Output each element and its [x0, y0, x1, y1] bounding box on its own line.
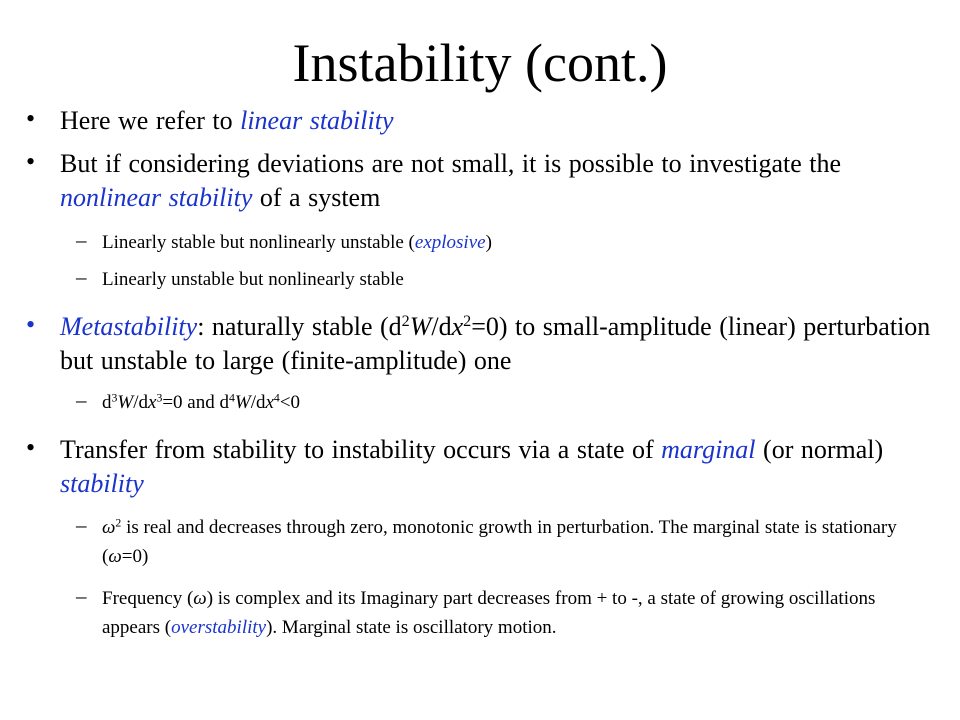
bullet-icon: •: [26, 147, 36, 176]
bullet-text: [60, 310, 940, 378]
emphasis-term: nonlinear stability: [60, 183, 253, 212]
text-run: But if considering deviations are not small, it is possible to investigate the: [60, 149, 842, 178]
text-run: /d: [133, 392, 148, 413]
text-run: (or normal): [755, 435, 884, 464]
math-variable: W: [409, 312, 432, 341]
emphasis-term: stability: [60, 469, 144, 498]
sub-item-text: [102, 388, 922, 417]
bullet-text: [60, 433, 940, 501]
text-run: ): [485, 232, 492, 253]
math-variable: W: [117, 392, 134, 413]
superscript: 4: [273, 391, 280, 405]
text-run: Frequency (: [102, 588, 194, 609]
text-run: =0 and d: [162, 392, 229, 413]
dash-icon: –: [76, 584, 87, 608]
emphasis-term: linear stability: [240, 106, 394, 135]
sub-item-text: [102, 513, 922, 571]
superscript: 4: [228, 391, 235, 405]
sub-item-text: [102, 228, 922, 257]
text-run: =0) to small-amplitude (linear) perturbation but unstable to large (finite-amplitude) one: [60, 312, 931, 375]
omega-symbol: ω: [102, 517, 116, 538]
text-run: ) is complex and its Imaginary part decreases from + to -, a state of growing oscillations appears (: [102, 588, 876, 638]
emphasis-term: marginal: [661, 435, 756, 464]
superscript: 2: [115, 516, 122, 530]
text-run: ). Marginal state is oscillatory motion.: [266, 617, 557, 638]
text-run: =0): [121, 546, 149, 567]
omega-symbol: ω: [193, 588, 207, 609]
superscript: 2: [401, 313, 410, 331]
text-run: of a system: [252, 183, 381, 212]
math-variable: W: [234, 392, 251, 413]
dash-icon: –: [76, 228, 87, 252]
text-run: Here we refer to: [60, 106, 241, 135]
dash-icon: –: [76, 388, 87, 412]
text-run: /d: [431, 312, 452, 341]
text-run: /d: [250, 392, 266, 413]
superscript: 3: [156, 391, 163, 405]
dash-icon: –: [76, 265, 87, 289]
emphasis-term: overstability: [171, 617, 267, 638]
math-variable: x: [148, 392, 157, 413]
bullet-icon: •: [26, 433, 36, 462]
emphasis-term: explosive: [414, 232, 486, 253]
bullet-text: [60, 147, 940, 215]
superscript: 3: [111, 391, 118, 405]
emphasis-term: Metastability: [60, 312, 198, 341]
text-run: d: [102, 392, 112, 413]
sub-item-text: [102, 584, 922, 642]
bullet-icon: •: [26, 104, 36, 133]
bullet-text: [60, 104, 940, 138]
dash-icon: –: [76, 513, 87, 537]
sub-item-text: Linearly unstable but nonlinearly stable: [102, 269, 404, 290]
math-variable: x: [451, 312, 464, 341]
text-run: : naturally stable (d: [197, 312, 402, 341]
text-run: Transfer from stability to instability occurs via a state of: [60, 435, 662, 464]
math-variable: x: [265, 392, 274, 413]
superscript: 2: [463, 313, 472, 331]
text-run: Linearly stable but nonlinearly unstable (: [102, 232, 415, 253]
text-run: is real and decreases through zero, monotonic growth in perturbation. The marginal state is stationary (: [102, 517, 897, 567]
slide-title: Instability (cont.): [292, 33, 668, 93]
omega-symbol: ω: [108, 546, 122, 567]
text-run: <0: [279, 392, 301, 413]
bullet-icon: •: [26, 310, 36, 339]
